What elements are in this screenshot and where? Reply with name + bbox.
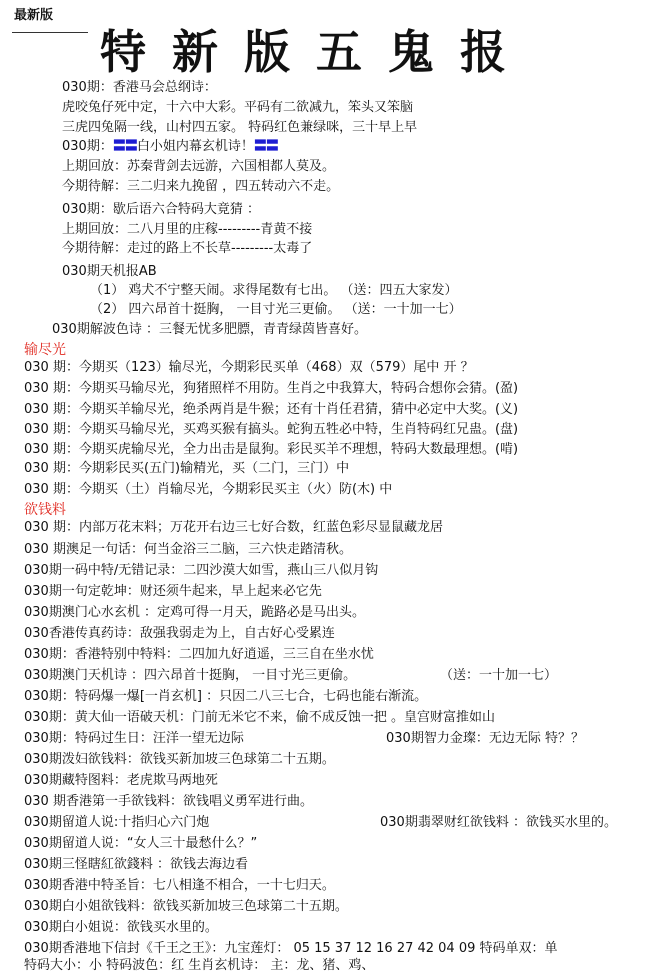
double-bar-icon: 〓〓 [112, 139, 137, 154]
header-underline [12, 32, 88, 33]
lose-line: 030 期：今期买羊输尽光，绝杀两肖是牛猴；还有十肖任君猜，猜中必定中大奖。(义) [24, 402, 519, 417]
top-line-4: 030期：〓〓白小姐内幕玄机诗！〓〓 [62, 139, 278, 154]
lose-line: 030 期：今期买（123）输尽光，今期彩民买单（468）双（579）尾中 开 ？ [24, 360, 474, 375]
top-line-3: 三虎四兔隔一线，山村四五家。 特码红色兼绿咪，三十早上早 [62, 120, 418, 135]
want-line: 特码大小：小 特码波色：红 生肖玄机诗： 主：龙、猪、鸡、 [24, 958, 375, 973]
want-aside: （送：一十加一七） [440, 668, 558, 683]
want-line: 030期：特码爆一爆[一肖玄机] ：只因二八三七合，七码也能右渐流。 [24, 689, 428, 704]
top-line-10: 030期天机报AB [62, 264, 157, 279]
top-line-1: 030期：香港马会总纲诗： [62, 80, 217, 95]
top-line-5: 上期回放：苏秦背剑去远游，六国相都人莫及。 [62, 159, 336, 174]
want-line: 030 期：内部万花末料；万花开右边三七好合数，红蓝色彩尽显鼠藏龙居 [24, 520, 443, 535]
section-heading-lose: 输尽光 [24, 342, 66, 358]
want-line: 030期香港中特圣旨：七八相逢不相合，一十七归天。 [24, 878, 335, 893]
want-line: 030 期澳足一句话：何当金浴三二脑，三六快走踏清秋。 [24, 542, 352, 557]
want-line: 030期香港地下信封《千王之王》：九宝莲灯： 05 15 37 12 16 27 42 04 09 特码单双：单 [24, 941, 558, 956]
section-heading-want: 欲钱料 [24, 502, 66, 518]
want-line: 030香港传真药诗：敌强我弱走为上，自古好心受累连 [24, 626, 335, 641]
want-line: 030期一码中特/无错记录：二四沙漠大如雪，燕山三八似月钩 [24, 563, 379, 578]
top-line-9: 今期待解：走过的路上不长草---------太毒了 [62, 241, 313, 256]
want-line: 030期白小姐说：欲钱买水里的。 [24, 920, 218, 935]
lose-line: 030 期：今期买（土）肖输尽光，今期彩民买主（火）防(木) 中 [24, 482, 393, 497]
want-line: 030期藏特图料：老虎欺马两地死 [24, 773, 218, 788]
double-bar-icon: 〓〓 [253, 139, 278, 154]
want-line: 030期：黄大仙一语破天机：门前无米它不来，偷不成反蚀一把 。皇宫财富推如山 [24, 710, 495, 725]
want-line: 030期留道人说:十指归心六门炮 [24, 815, 210, 830]
want-line: 030期一句定乾坤：财还须牛起来，早上起来必它先 [24, 584, 322, 599]
want-line: 030期泼妇欲钱料：欲钱买新加坡三色球第二十五期。 [24, 752, 335, 767]
want-line: 030期：特码过生日：汪洋一望无边际 [24, 731, 244, 746]
lose-line: 030 期：今期买马输尽光，买鸡买猴有搞头。蛇狗五牲必中特，生肖特码红兄蛊。(盘) [24, 422, 519, 437]
want-line: 030期澳门心水玄机 ：定鸡可得一月天，跪路必是马出头。 [24, 605, 365, 620]
top-line-6: 今期待解：三二归来九挽留 ，四五转动六不走。 [62, 179, 340, 194]
latest-edition-badge: 最新版 [14, 8, 54, 23]
top-line-12: （2） 四六昂首十挺胸， 一目寸光三更偷。 （送：一十加一七） [90, 302, 462, 317]
lose-line: 030 期：今期买马输尽光，狗猪照样不用防。生肖之中我算大，特码合想你会猜。(盈) [24, 381, 519, 396]
want-line: 030期白小姐欲钱料：欲钱买新加坡三色球第二十五期。 [24, 899, 348, 914]
want-line: 030期：香港特别中特料：二四加九好逍遥，三三自在坐水忧 [24, 647, 374, 662]
lose-line: 030 期：今期彩民买(五门)输精光，买（二门，三门）中 [24, 461, 350, 476]
top-line-8: 上期回放：二八月里的庄稼---------青黄不接 [62, 222, 313, 237]
want-aside: 030期智力金璨：无边无际 特？？ [386, 731, 584, 746]
want-aside: 030期翡翠财红欲钱料 ：欲钱买水里的。 [380, 815, 617, 830]
top-line-2: 虎咬兔仔死中定，十六中大彩。平码有二欲减九，笨头又笨脑 [62, 100, 414, 115]
lose-line: 030 期：今期买虎输尽光，全力出击是鼠狗。彩民买羊不理想，特码大数最理想。(啃) [24, 442, 519, 457]
top-line-13: 030期解波色诗 ：三餐无忧多肥膘，青青绿茵皆喜好。 [52, 322, 367, 337]
want-line: 030期三怪瞎紅欲錢料 ：欲钱去海边看 [24, 857, 248, 872]
top-line-11: （1） 鸡犬不宁整天闹。求得尾数有七出。 （送：四五大家发） [90, 283, 458, 298]
want-line: 030 期香港第一手欲钱料：欲钱唱义勇军进行曲。 [24, 794, 313, 809]
top-line-7: 030期：歇后语六合特码大竟猜 ： [62, 202, 260, 217]
want-line: 030期留道人说：“女人三十最愁什么？” [24, 836, 258, 851]
page-title: 特新版五鬼报 [100, 25, 532, 79]
want-line: 030期澳门天机诗 ：四六昂首十挺胸， 一目寸光三更偷。 [24, 668, 357, 683]
